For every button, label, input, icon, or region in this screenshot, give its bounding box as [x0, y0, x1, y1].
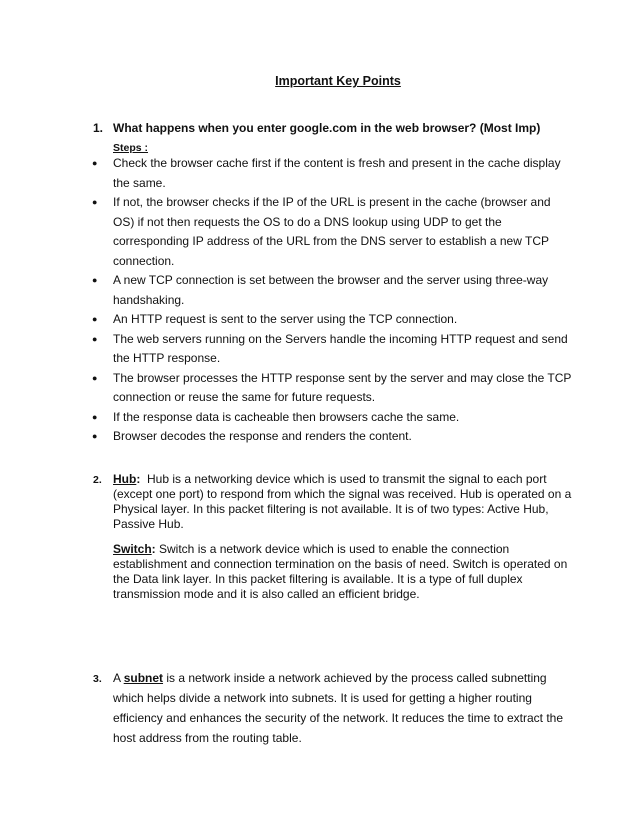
switch-term: Switch: [113, 542, 152, 556]
switch-paragraph: [113, 542, 573, 602]
hub-text: Hub is a networking device which is used to transmit the signal to each port (except one port) to respond from which the signal was received. Hub is operated on a Physical layer. In this packet filtering is not available. It is of two types: Active Hub, Passive Hub.: [113, 472, 572, 531]
list-item-text: The browser processes the HTTP response sent by the server and may close the TCP connection or reuse the same for future requests.: [113, 370, 572, 404]
subnet-term: subnet: [123, 671, 164, 685]
bullet-dot-icon: ●: [92, 275, 98, 285]
bullet-dot-icon: ●: [92, 158, 98, 168]
list-item: [92, 271, 573, 310]
hub-paragraph: [113, 472, 573, 532]
q3-number: 3.: [93, 673, 102, 685]
bullet-dot-icon: ●: [92, 333, 98, 344]
bullet-dot-icon: ●: [92, 431, 98, 441]
list-item-text: If the response data is cacheable then browsers cache the same.: [113, 409, 460, 424]
list-item: [92, 310, 573, 330]
switch-colon: :: [151, 542, 156, 556]
subnet-prefix: A: [113, 671, 121, 685]
bullet-dot-icon: ●: [92, 197, 98, 207]
page-title: Important Key Points: [275, 74, 401, 88]
hub-colon: :: [136, 472, 141, 486]
list-item: [92, 369, 573, 408]
list-item-text: An HTTP request is sent to the server using the TCP connection.: [113, 312, 458, 326]
subnet-text: is a network inside a network achieved by the process called subnetting which helps divide a network into subnets. It is used for getting a higher routing efficiency and enhances the security of the network. It reduces the time to extract the host address from the routing table.: [113, 671, 564, 745]
list-item-text: The web servers running on the Servers handle the incoming HTTP request and send the HTTP response.: [113, 331, 568, 365]
q1-number: 1.: [93, 121, 104, 135]
steps-list: [92, 154, 573, 447]
hub-term: Hub: [113, 472, 137, 486]
list-item: [92, 427, 573, 447]
list-item: [92, 408, 573, 428]
list-item: [92, 330, 573, 369]
list-item: [92, 193, 573, 271]
list-item-text: A new TCP connection is set between the browser and the server using three-way handshaking.: [113, 273, 549, 307]
switch-text: Switch is a network device which is used to enable the connection establishment and connection termination on the basis of need. Switch is operated on the Data link layer. In this packet filtering is available. It is a type of full duplex transmission mode and it is also called an efficient bridge.: [113, 542, 568, 601]
q2-number: 2.: [93, 474, 102, 486]
list-item-text: Browser decodes the response and renders the content.: [113, 429, 412, 443]
bullet-dot-icon: ●: [92, 314, 98, 324]
bullet-dot-icon: ●: [92, 372, 98, 383]
bullet-dot-icon: ●: [92, 411, 98, 422]
steps-label: Steps :: [113, 142, 149, 154]
subnet-paragraph: [113, 668, 573, 748]
list-item: [92, 154, 573, 193]
list-item-text: Check the browser cache first if the content is fresh and present in the cache display the same.: [113, 156, 561, 190]
q1-heading: What happens when you enter google.com in the web browser? (Most Imp): [113, 121, 541, 135]
list-item-text: If not, the browser checks if the IP of the URL is present in the cache (browser and OS) if not then requests the OS to do a DNS lookup using UDP to get the corresponding IP address of the URL from the DNS server to establish a new TCP connection.: [113, 195, 551, 268]
